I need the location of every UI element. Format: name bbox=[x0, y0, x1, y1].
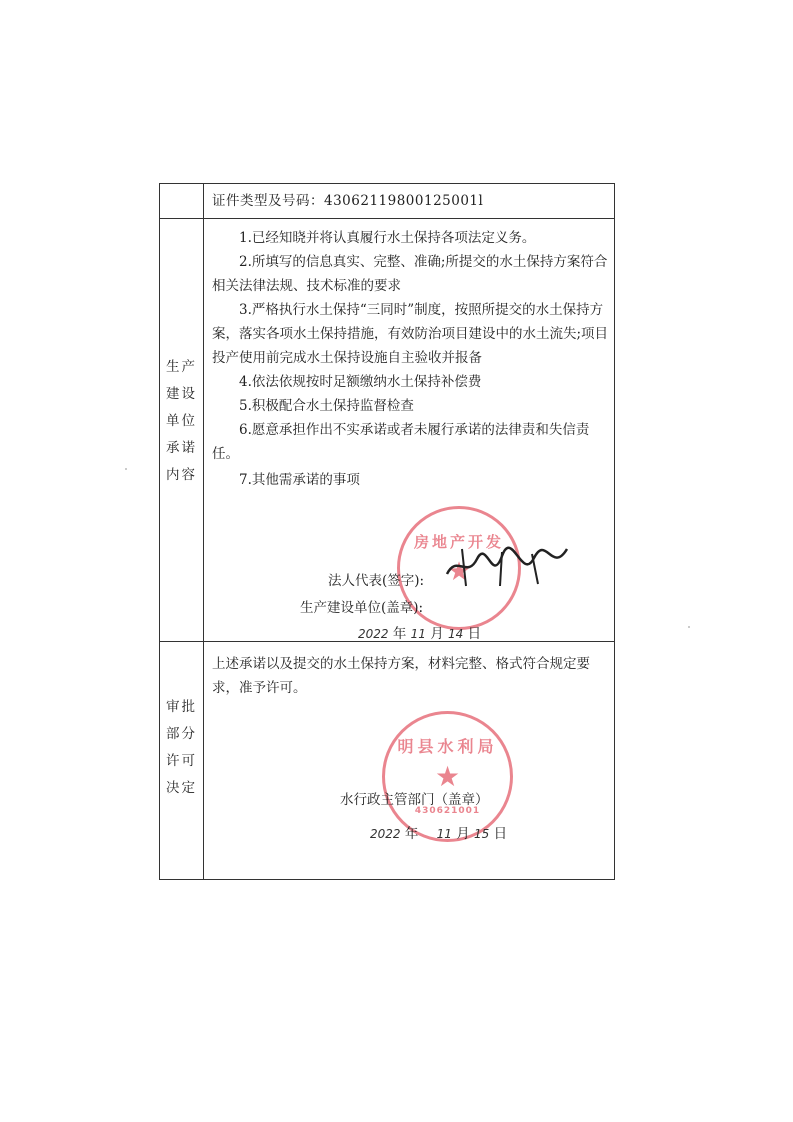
date-day-char: 日 bbox=[467, 626, 482, 642]
approval-text: 上述承诺以及提交的水土保持方案，材料完整、格式符合规定要求，准予许可。 bbox=[212, 656, 590, 696]
date-year-char: 年 bbox=[404, 826, 419, 842]
date-month: 11 bbox=[436, 827, 452, 841]
label-line: 建设 bbox=[166, 386, 197, 402]
label-line: 部分 bbox=[166, 726, 197, 742]
approval-date bbox=[370, 822, 507, 842]
dept-stamp-label: 水行政主管部门（盖章） bbox=[340, 792, 489, 808]
date-year-char: 年 bbox=[392, 626, 407, 642]
commitment-item-6: 6.愿意承担作出不实承诺或者未履行承诺的法律责和失信责任。 bbox=[212, 422, 590, 462]
label-line: 单位 bbox=[166, 413, 197, 429]
date-year: 2022 bbox=[370, 827, 401, 841]
date-month: 11 bbox=[410, 627, 426, 641]
label-line: 许可 bbox=[166, 753, 197, 769]
signature bbox=[442, 544, 572, 589]
id-line: 证件类型及号码：43062119800125001l bbox=[212, 193, 484, 209]
scan-speck bbox=[125, 468, 127, 470]
date-month-char: 月 bbox=[430, 626, 444, 642]
unit-stamp-label: 生产建设单位(盖章): bbox=[300, 600, 424, 616]
form-table bbox=[159, 183, 615, 880]
date-day: 14 bbox=[448, 627, 464, 641]
commitment-item-2: 2.所填写的信息真实、完整、准确;所提交的水土保持方案符合相关法律法规、技术标准的要求 bbox=[212, 254, 608, 294]
label-line: 生产 bbox=[166, 359, 197, 375]
commitment-section-label bbox=[160, 354, 203, 489]
commitment-item-7: 7.其他需承诺的事项 bbox=[239, 472, 360, 488]
commitment-item-3: 3.严格执行水土保持“三同时”制度，按照所提交的水土保持方案，落实各项水土保持措施，有效防治项目建设中的水土流失;项目投产使用前完成水土保持设施自主验收并报备 bbox=[212, 302, 609, 366]
star-icon: ★ bbox=[434, 760, 461, 793]
water-bureau-seal-code: 430621001 bbox=[414, 806, 481, 816]
star-icon: ★ bbox=[447, 557, 471, 587]
label-line: 承诺 bbox=[166, 440, 197, 456]
row-divider-header bbox=[160, 218, 614, 219]
water-bureau-seal-text: 明县水利局 bbox=[397, 737, 498, 756]
label-line: 决定 bbox=[166, 780, 197, 796]
commitment-item-5: 5.积极配合水土保持监督检查 bbox=[239, 398, 414, 414]
commitment-item-4: 4.依法依规按时足额缴纳水土保持补偿费 bbox=[239, 374, 482, 390]
date-year: 2022 bbox=[358, 627, 389, 641]
date-month-char: 月 bbox=[456, 826, 470, 842]
label-line: 审批 bbox=[166, 699, 197, 715]
date-day-char: 日 bbox=[493, 826, 508, 842]
date-day: 15 bbox=[474, 827, 490, 841]
label-line: 内容 bbox=[166, 467, 197, 483]
approval-section-label bbox=[160, 694, 203, 802]
commitment-date bbox=[358, 622, 481, 642]
company-seal-text: 房地产开发 bbox=[413, 533, 504, 551]
column-divider bbox=[203, 184, 204, 879]
scan-speck bbox=[688, 626, 690, 628]
legal-rep-label: 法人代表(签字): bbox=[328, 573, 425, 589]
commitment-item-1: 1.已经知晓并将认真履行水土保持各项法定义务。 bbox=[239, 230, 536, 246]
